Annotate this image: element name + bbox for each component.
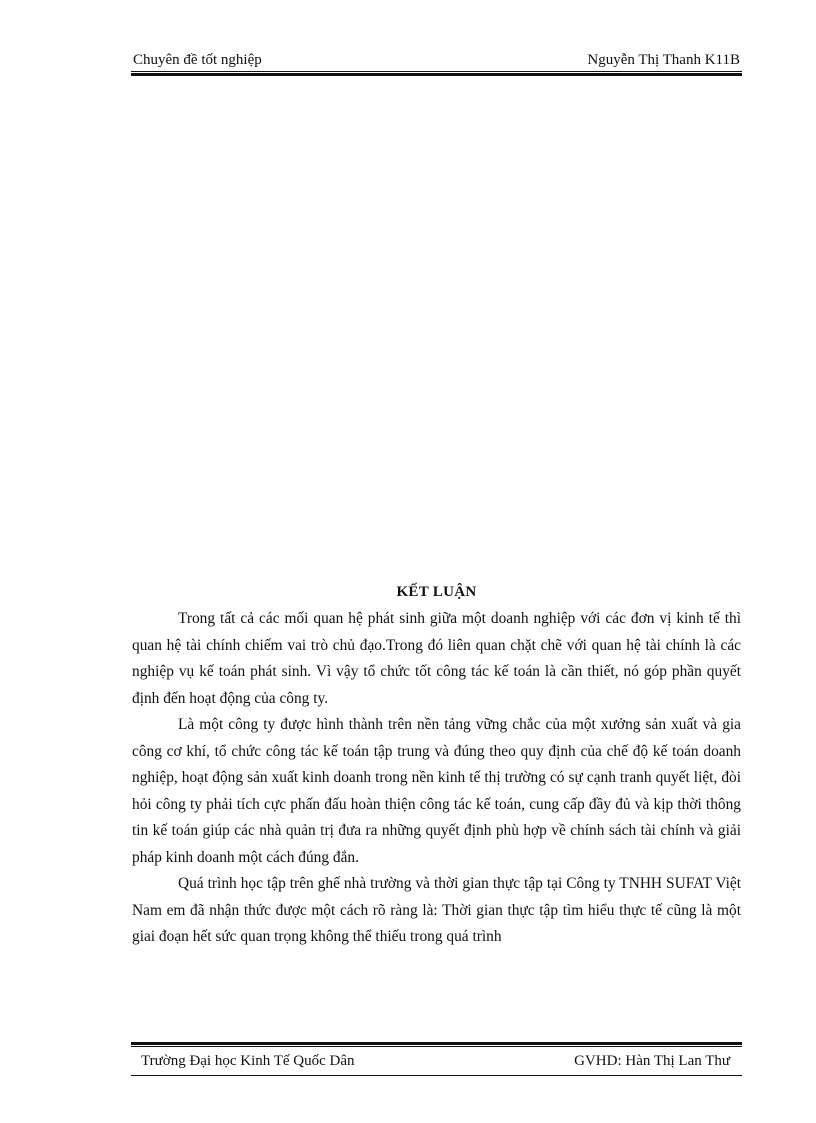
header-rule — [131, 71, 742, 77]
footer-underline — [131, 1075, 742, 1076]
footer-rule-thick — [131, 1042, 742, 1045]
header-author: Nguyễn Thị Thanh K11B — [587, 52, 740, 68]
footer-rule — [131, 1042, 742, 1048]
body-text — [132, 606, 741, 951]
paragraph-2: Là một công ty được hình thành trên nền tảng vững chắc của một xưởng sản xuất và gia công cơ khí, tổ chức công tác kế toán tập trung và đúng theo quy định của chế độ kế toán doanh nghiệp, hoạt động sản xuất kinh doanh trong nền kinh tế thị trường có sự cạnh tranh quyết liệt, đòi hỏi công ty phải tích cực phấn đấu hoàn thiện công tác kế toán, cung cấp đầy đủ và kịp thời thông tin kế toán giúp các nhà quản trị đưa ra những quyết định phù hợp về chính sách tài chính và giải pháp kinh doanh một cách đúng đắn. — [132, 716, 741, 866]
header-rule-thin — [131, 71, 742, 72]
page-header — [131, 52, 742, 72]
page-footer — [131, 1053, 742, 1075]
paragraph-1: Trong tất cả các mối quan hệ phát sinh giữa một doanh nghiệp với các đơn vị kinh tế thì quan hệ tài chính chiếm vai trò chủ đạo.Trong đó liên quan chặt chẽ với quan hệ tài chính là các nghiệp vụ kế toán phát sinh. Vì vậy tổ chức tốt công tác kế toán là cần thiết, nó góp phần quyết định đến hoạt động của công ty. — [132, 610, 741, 707]
footer-supervisor: GVHD: Hàn Thị Lan Thư — [574, 1053, 730, 1069]
header-document-type: Chuyên đề tốt nghiệp — [133, 52, 262, 68]
paragraph-3: Quá trình học tập trên ghế nhà trường và thời gian thực tập tại Công ty TNHH SUFAT Việt Nam em đã nhận thức được một cách rõ ràng là: Thời gian thực tập tìm hiểu thực tế cũng là một giai đoạn hết sức quan trọng không thể thiếu trong quá trình — [132, 875, 741, 945]
section-title: KẾT LUẬN — [396, 584, 477, 600]
footer-rule-thin — [131, 1046, 742, 1047]
footer-university: Trường Đại học Kinh Tế Quốc Dân — [141, 1053, 355, 1069]
header-rule-thick — [131, 73, 742, 76]
